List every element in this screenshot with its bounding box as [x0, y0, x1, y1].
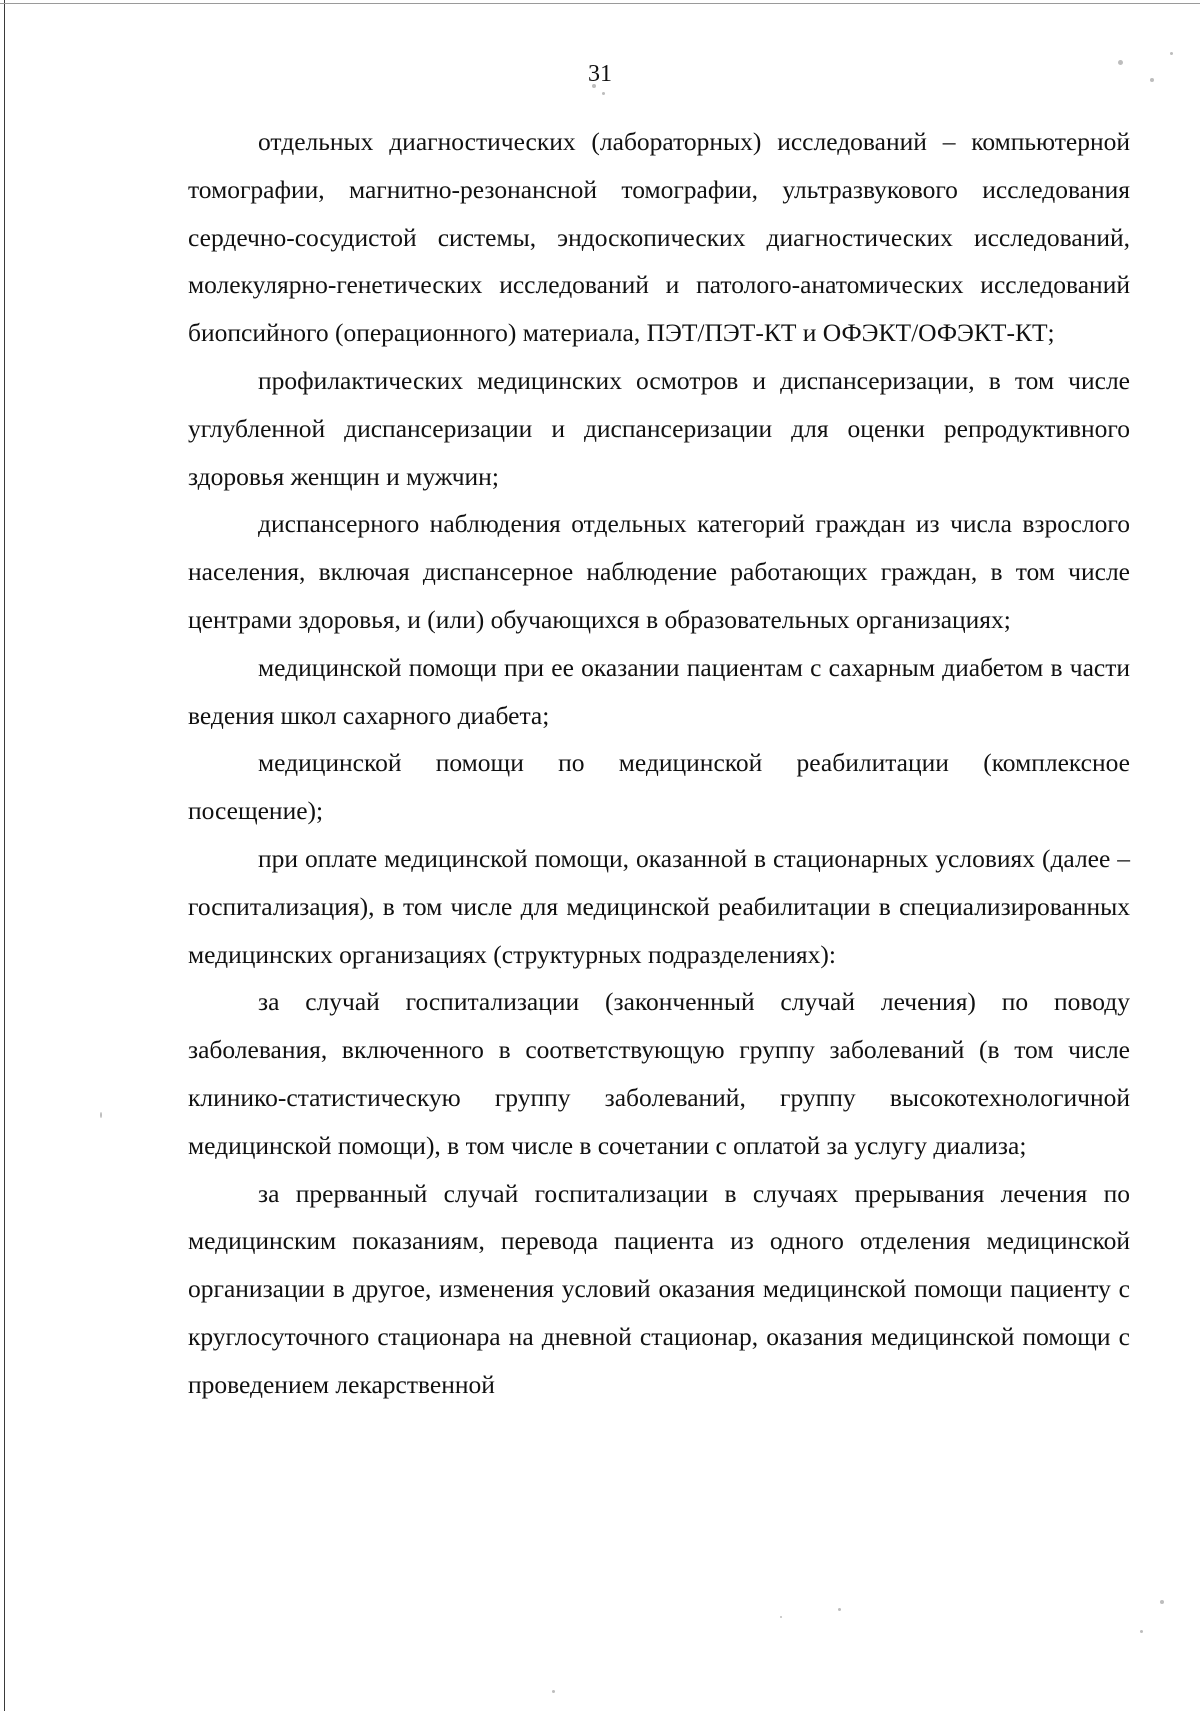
scan-speck — [1140, 1630, 1143, 1633]
paragraph: медицинской помощи по медицинской реабилитации (комплексное посещение); — [188, 748, 1130, 826]
document-body — [188, 118, 1130, 1409]
scan-speck — [100, 1112, 102, 1118]
paragraph: за случай госпитализации (законченный случай лечения) по поводу заболевания, включенного в соответствующую группу заболеваний (в том числе клинико-статистическую группу заболеваний, группу высокотехнологичной медицинской помощи), в том числе в сочетании с оплатой за услугу диализа; — [188, 987, 1130, 1160]
paragraph: профилактических медицинских осмотров и диспансеризации, в том числе углубленной диспансеризации и диспансеризации для оценки репродуктивного здоровья женщин и мужчин; — [188, 365, 1130, 491]
paragraph: диспансерного наблюдения отдельных категорий граждан из числа взрослого населения, включая диспансерное наблюдение работающих граждан, в том числе центрами здоровья, и (или) обучающихся в образовательных организациях; — [188, 509, 1130, 634]
page-number: 31 — [588, 61, 612, 87]
paragraph: при оплате медицинской помощи, оказанной в стационарных условиях (далее – госпитализация), в том числе для медицинской реабилитации в специализированных медицинских организациях (структурных подразделениях): — [188, 843, 1130, 969]
scan-left-edge — [4, 0, 5, 1711]
scan-speck — [780, 1616, 782, 1618]
scan-speck — [1170, 52, 1173, 55]
scan-speck — [552, 1690, 555, 1693]
scan-speck — [1160, 1600, 1164, 1604]
scan-speck — [602, 92, 605, 95]
paragraph: за прерванный случай госпитализации в случаях прерывания лечения по медицинским показаниям, перевода пациента из одного отделения медицинской организации в другое, изменения условий оказания медицинской помощи пациенту с круглосуточного стационара на дневной стационар, оказания медицинской помощи с проведением лекарственной — [188, 1178, 1130, 1399]
paragraph: отдельных диагностических (лабораторных) исследований – компьютерной томографии, магнитно-резонансной томографии, ультразвукового исследования сердечно-сосудистой системы, эндоскопических диагностических исследований, молекулярно-генетических исследований и патолого-анатомических исследований биопсийного (операционного) материала, ПЭТ/ПЭТ-КТ и ОФЭКТ/ОФЭКТ-КТ; — [188, 127, 1130, 348]
paragraph: медицинской помощи при ее оказании пациентам с сахарным диабетом в части ведения школ сахарного диабета; — [188, 652, 1130, 730]
scan-speck — [838, 1608, 841, 1611]
scan-top-edge — [0, 3, 1200, 4]
